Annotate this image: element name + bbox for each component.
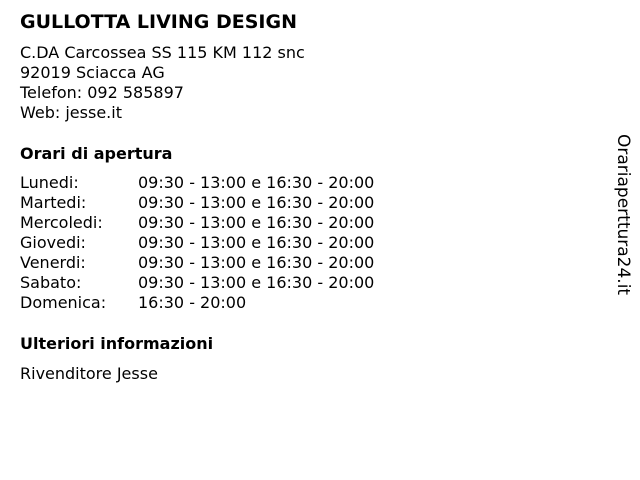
time-range: 09:30 - 13:00 e 16:30 - 20:00 <box>138 233 375 252</box>
hours-row-saturday <box>20 273 440 293</box>
hours-row-wednesday <box>20 213 440 233</box>
hours-row-thursday <box>20 233 440 253</box>
opening-hours-title: Orari di apertura <box>20 144 173 163</box>
time-range: 16:30 - 20:00 <box>138 293 247 312</box>
hours-row-sunday <box>20 293 440 313</box>
additional-info-title: Ulteriori informazioni <box>20 334 214 353</box>
day-label: Mercoledi: <box>20 213 103 232</box>
address-city: 92019 Sciacca AG <box>20 63 165 82</box>
opening-hours-table <box>20 173 440 313</box>
hours-row-tuesday <box>20 193 440 213</box>
time-range: 09:30 - 13:00 e 16:30 - 20:00 <box>138 173 375 192</box>
time-range: 09:30 - 13:00 e 16:30 - 20:00 <box>138 193 375 212</box>
additional-info-text: Rivenditore Jesse <box>20 364 158 383</box>
day-label: Venerdi: <box>20 253 86 272</box>
day-label: Domenica: <box>20 293 107 312</box>
day-label: Lunedi: <box>20 173 79 192</box>
time-range: 09:30 - 13:00 e 16:30 - 20:00 <box>138 213 375 232</box>
phone-number: Telefon: 092 585897 <box>20 83 184 102</box>
website: Web: jesse.it <box>20 103 122 122</box>
day-label: Giovedi: <box>20 233 86 252</box>
day-label: Sabato: <box>20 273 82 292</box>
address-street: C.DA Carcossea SS 115 KM 112 snc <box>20 43 305 62</box>
business-address <box>20 43 305 123</box>
hours-row-monday <box>20 173 440 193</box>
hours-row-friday <box>20 253 440 273</box>
time-range: 09:30 - 13:00 e 16:30 - 20:00 <box>138 273 375 292</box>
day-label: Martedi: <box>20 193 87 212</box>
site-brand-label: Orariaperttura24.it <box>613 134 633 296</box>
business-name: GULLOTTA LIVING DESIGN <box>20 11 297 33</box>
time-range: 09:30 - 13:00 e 16:30 - 20:00 <box>138 253 375 272</box>
